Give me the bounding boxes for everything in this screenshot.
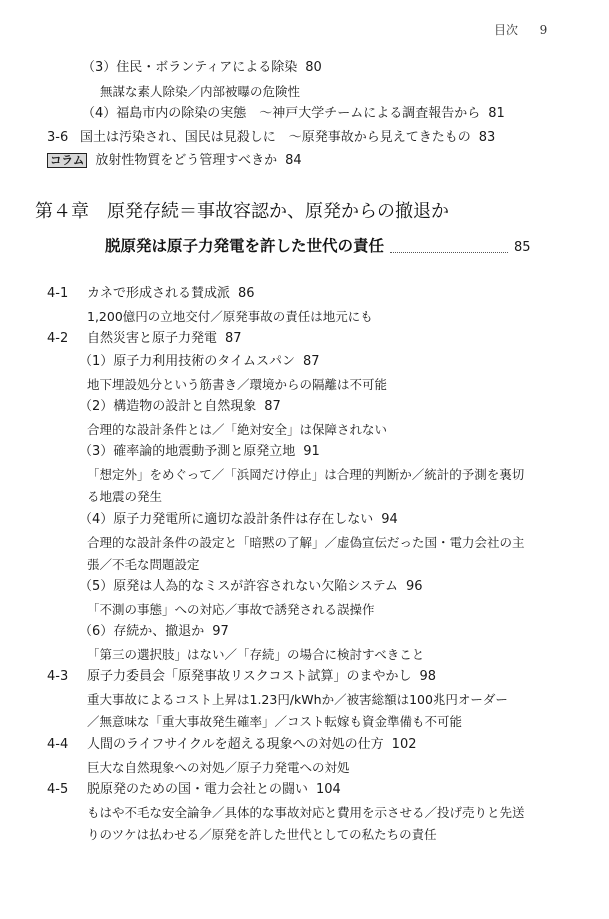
toc-entry-title: （1）原子力利用技術のタイムスパン (79, 354, 296, 369)
toc-description: 1,200億円の立地交付／原発事故の責任は地元にも (87, 309, 373, 324)
toc-section[interactable] (47, 669, 436, 685)
column-badge: コラム (47, 153, 87, 168)
section-title: 原子力委員会「原発事故リスクコスト試算」のまやかし (87, 669, 412, 684)
toc-entry[interactable] (79, 579, 423, 595)
section-page: 98 (419, 669, 437, 684)
section-title: 脱原発のための国・電力会社との闘い (87, 782, 309, 797)
toc-description: 重大事故によるコスト上昇は1.23円/kWhか／被害総額は100兆円オーダー (87, 692, 508, 707)
section-page: 102 (391, 737, 417, 752)
toc-entry[interactable] (82, 106, 505, 122)
toc-entry-page: 87 (264, 399, 281, 414)
toc-entry-title: （6）存続か、撤退か (79, 624, 205, 639)
section-title: カネで形成される賛成派 (87, 286, 231, 301)
chapter-page: 85 (514, 240, 531, 255)
toc-section[interactable] (47, 782, 341, 798)
toc-entry-title: （2）構造物の設計と自然現象 (79, 399, 257, 414)
toc-description: りのツケは払わせる／原発を許した世代としての私たちの責任 (87, 827, 437, 842)
toc-entry-title: （4）原子力発電所に適切な設計条件は存在しない (79, 512, 374, 527)
chapter-subtitle: 脱原発は原子力発電を許した世代の責任 (105, 237, 385, 255)
toc-entry-page: 81 (488, 106, 505, 121)
toc-entry-title: （5）原発は人為的なミスが許容されない欠陥システム (79, 579, 398, 594)
toc-description: 地下埋設処分という筋書き／環境からの隔離は不可能 (87, 377, 388, 392)
section-title: 人間のライフサイクルを超える現象への対処の仕方 (87, 737, 384, 752)
section-page: 86 (238, 286, 255, 301)
toc-entry-page: 96 (405, 579, 423, 594)
toc-description: もはや不毛な安全論争／具体的な事故対応と費用を示させる／投げ売りと先送 (87, 805, 525, 820)
toc-description: る地震の発生 (87, 489, 163, 504)
toc-description: 「想定外」をめぐって／「浜岡だけ停止」は合理的判断か／統計的予測を裏切 (87, 467, 525, 482)
toc-section[interactable] (47, 331, 242, 347)
toc-description: 無謀な素人除染／内部被曝の危険性 (100, 84, 301, 99)
toc-entry-page: 80 (305, 60, 322, 75)
toc-entry-title: （3）確率論的地震動予測と原発立地 (79, 444, 296, 459)
toc-entry-title: （3）住民・ボランティアによる除染 (82, 60, 298, 75)
running-header (494, 22, 547, 38)
toc-entry[interactable] (79, 444, 320, 460)
section-number: 4-1 (47, 286, 69, 301)
section-title: 自然災害と原子力発電 (87, 331, 218, 346)
toc-description: 「第三の選択肢」はない／「存続」の場合に検討すべきこと (87, 647, 425, 662)
section-page: 83 (478, 130, 496, 145)
section-number: 4-3 (47, 669, 69, 684)
toc-entry[interactable] (79, 399, 281, 415)
section-number: 4-2 (47, 331, 69, 346)
toc-entry-page: 87 (303, 354, 320, 369)
column-title: 放射性物質をどう管理すべきか (95, 153, 278, 168)
toc-section[interactable] (47, 286, 255, 302)
toc-entry[interactable] (79, 354, 320, 370)
toc-entry[interactable] (79, 624, 229, 640)
toc-entry-title: （4）福島市内の除染の実態 ～神戸大学チームによる調査報告から (82, 106, 481, 121)
toc-entry-page: 91 (303, 444, 320, 459)
chapter-title[interactable]: 第４章 原発存続＝事故容認か、原発からの撤退か (35, 201, 449, 222)
section-number: 4-4 (47, 737, 69, 752)
toc-description: 合理的な設計条件の設定と「暗黙の了解」／虚偽宣伝だった国・電力会社の主 (87, 535, 525, 550)
chapter-subtitle-line (105, 236, 531, 256)
column-page: 84 (285, 153, 302, 168)
toc-column[interactable] (47, 153, 302, 169)
header-page-number: 9 (539, 23, 548, 37)
toc-description: 巨大な自然現象への対処／原子力発電への対処 (87, 760, 350, 775)
dot-leader (390, 242, 508, 253)
section-title: 国土は汚染され、国民は見殺しに ～原発事故から見えてきたもの (80, 130, 471, 145)
section-number: 4-5 (47, 782, 69, 797)
toc-section[interactable] (47, 130, 495, 146)
toc-entry-page: 94 (381, 512, 398, 527)
section-number: 3-6 (47, 130, 69, 145)
toc-description: 張／不毛な問題設定 (87, 557, 200, 572)
header-label: 目次 (494, 23, 519, 37)
section-page: 87 (225, 331, 242, 346)
section-page: 104 (316, 782, 341, 797)
toc-description: ／無意味な「重大事故発生確率」／コスト転嫁も資金準備も不可能 (87, 714, 463, 729)
toc-description: 「不測の事態」への対応／事故で誘発される誤操作 (87, 602, 375, 617)
toc-entry[interactable] (79, 512, 398, 528)
toc-entry[interactable] (82, 60, 322, 76)
toc-description: 合理的な設計条件とは／「絶対安全」は保障されない (87, 422, 388, 437)
toc-entry-page: 97 (212, 624, 229, 639)
toc-section[interactable] (47, 737, 417, 753)
